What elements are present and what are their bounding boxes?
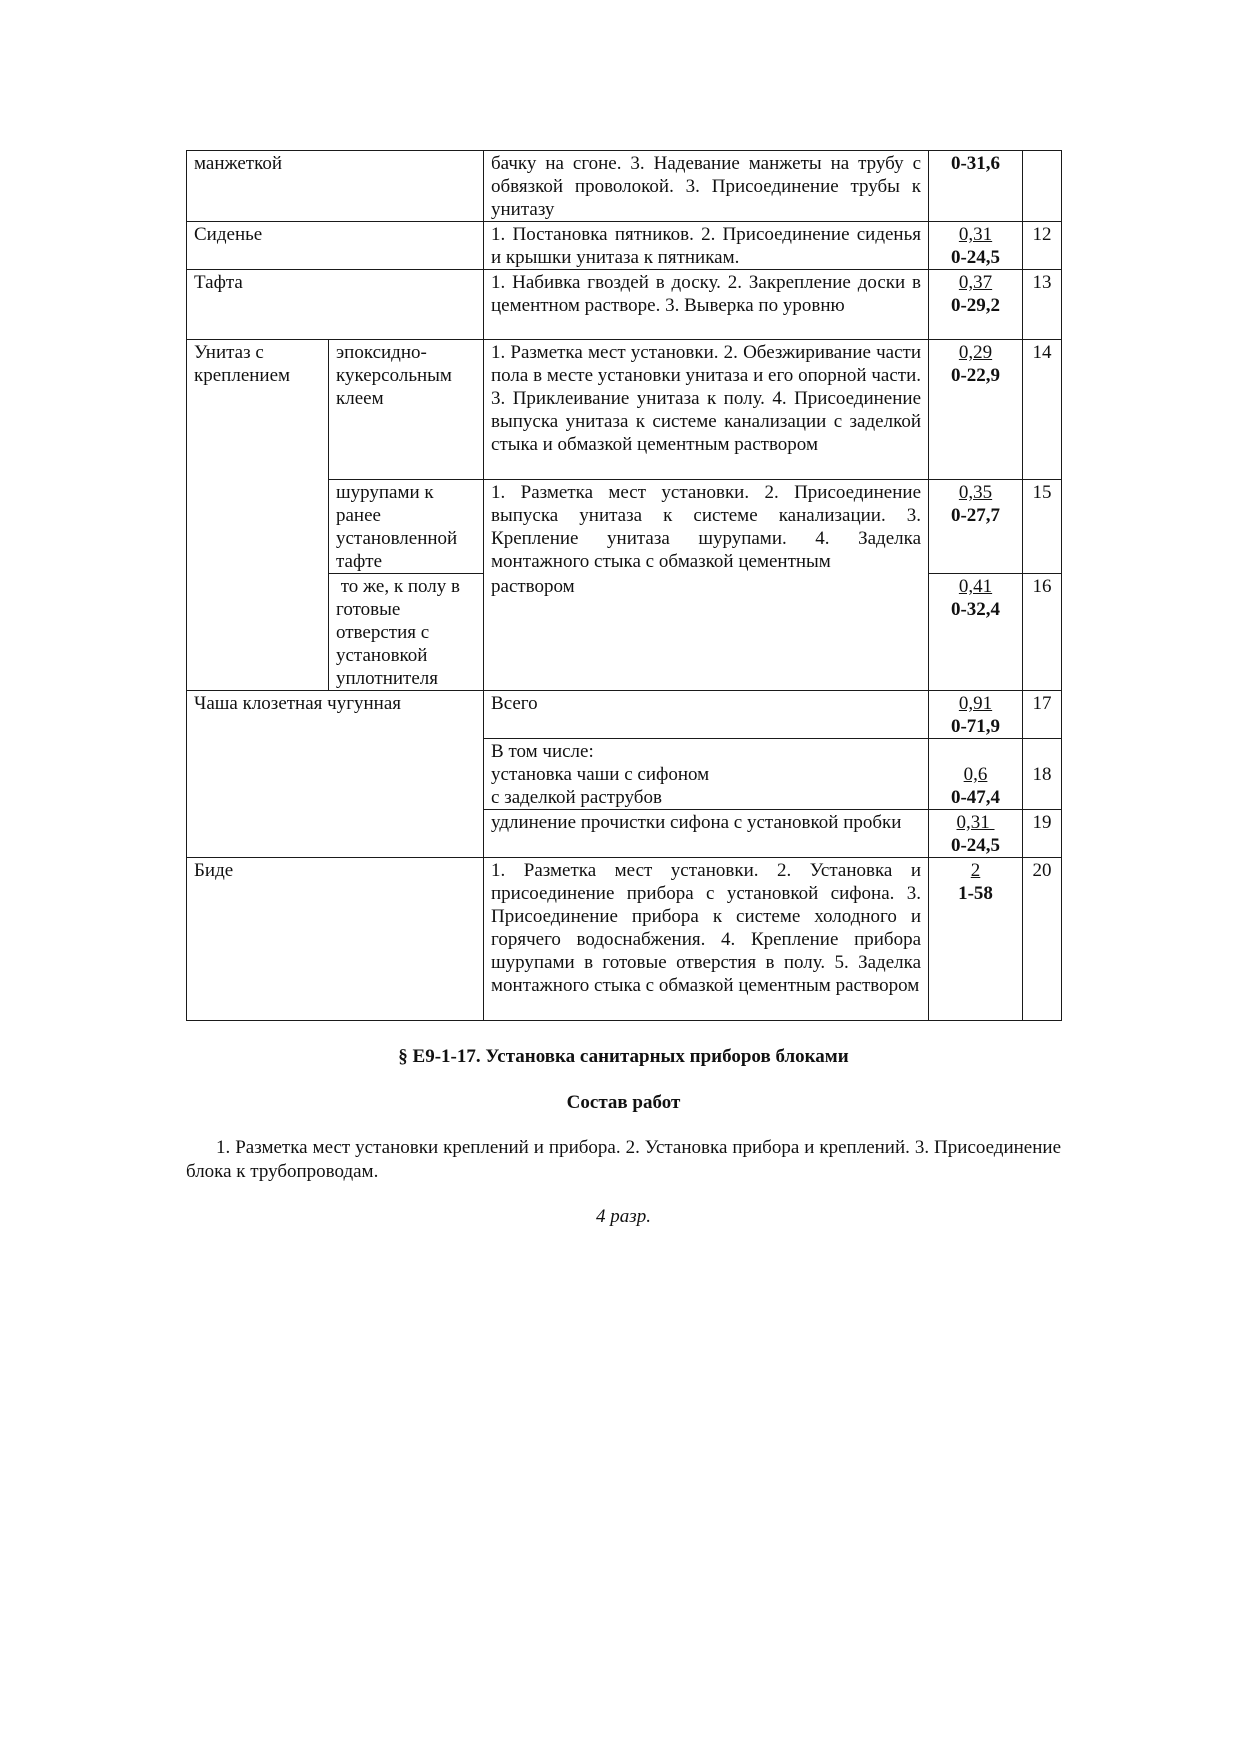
work-description-cell: удлинение прочистки сифона с установкой пробки [484,810,929,858]
work-description-cell: 1. Разметка мест установки. 2. Обезжиривание части пола в месте установки унитаза и его опорной части. 3. Приклеивание унитаза к полу. 4. Присоединение выпуска унитаза к системе канализации с заделкой стыка и обмазкой цементным раствором [484,340,929,480]
document-page [186,150,1061,1229]
time-norm-value: 0,37 [958,272,993,293]
work-description-cell [484,739,929,810]
price-value: 0-47,4 [950,787,1001,808]
rate-cell [929,858,1023,1021]
time-norm-value: 0,35 [958,482,993,503]
rate-cell [929,270,1023,340]
work-description-cell: 1. Постановка пятников. 2. Присоединение сиденья и крышки унитаза к пятникам. [484,222,929,270]
row-number-cell: 12 [1023,222,1062,270]
work-line: В том числе: [491,741,594,762]
item-subtype-cell: то же, к полу в готовые отверстия с установкой уплотнителя [329,574,484,691]
work-description-cell: бачку на сгоне. 3. Надевание манжеты на трубу с обвязкой проволокой. 3. Присоединение трубы к унитазу [484,151,929,222]
rate-cell [929,810,1023,858]
rate-cell [929,222,1023,270]
row-number-cell: 13 [1023,270,1062,340]
price-value: 0-71,9 [950,716,1001,737]
item-name-cell: манжеткой [187,151,484,222]
item-name-cell: Тафта [187,270,484,340]
row-number-cell: 15 [1023,480,1062,574]
item-name-cell: Сиденье [187,222,484,270]
time-norm-value: 0,41 [958,576,993,597]
price-value: 0-24,5 [950,247,1001,268]
table-row [187,691,1062,739]
row-number-cell: 16 [1023,574,1062,691]
table-row [187,340,1062,480]
work-composition-heading: Состав работ [566,1092,681,1113]
item-subtype-cell: шурупами к ранее установленной тафте [329,480,484,574]
row-number-cell: 18 [1023,739,1062,810]
rate-cell [929,151,1023,222]
work-line: установка чаши с сифоном [491,764,710,785]
price-value: 1-58 [958,883,993,904]
table-row [187,151,1062,222]
work-composition-text: 1. Разметка мест установки креплений и прибора. 2. Установка прибора и креплений. 3. Присоединение блока к трубопроводам. [186,1137,1061,1182]
row-number-cell [1023,151,1062,222]
time-norm-value: 0,91 [958,693,993,714]
item-name-cell: Унитаз с креплением [187,340,329,691]
time-norm-value: 0,6 [963,764,988,785]
price-value: 0-31,6 [950,153,1001,174]
work-description-cell: 1. Разметка мест установки. 2. Присоединение выпуска унитаза к системе канализации. 3. Крепление унитаза шурупами. 4. Заделка монтажного стыка с обмазкой цементным [484,480,929,574]
work-description-cell: Всего [484,691,929,739]
time-norm-value: 0,29 [958,342,993,363]
rate-cell [929,340,1023,480]
rate-cell [929,574,1023,691]
time-norm-value: 0,31 [956,812,995,833]
price-value: 0-27,7 [950,505,1001,526]
row-number-cell: 20 [1023,858,1062,1021]
norms-table [186,150,1062,1021]
price-value: 0-29,2 [950,295,1001,316]
item-name-cell: Чаша клозетная чугунная [187,691,484,858]
price-value: 0-24,5 [950,835,1001,856]
table-row [187,270,1062,340]
rate-cell [929,480,1023,574]
item-name-cell: Биде [187,858,484,1021]
row-number-cell: 14 [1023,340,1062,480]
section-title: § Е9-1-17. Установка санитарных приборов блоками [398,1046,849,1067]
price-value: 0-22,9 [950,365,1001,386]
table-row [187,222,1062,270]
work-description-cell: 1. Набивка гвоздей в доску. 2. Закрепление доски в цементном растворе. 3. Выверка по уровню [484,270,929,340]
row-number-cell: 17 [1023,691,1062,739]
work-description-cell: 1. Разметка мест установки. 2. Установка и присоединение прибора с установкой сифона. 3. Присоединение прибора к системе холодного и горячего водоснабжения. 4. Крепление прибора шурупами в готовые отверстия в полу. 5. Заделка монтажного стыка с обмазкой цементным раствором [484,858,929,1021]
rate-cell [929,739,1023,810]
work-description-cell: раствором [484,574,929,691]
rate-cell [929,691,1023,739]
work-line: с заделкой раструбов [491,787,662,808]
time-norm-value: 0,31 [958,224,993,245]
time-norm-value: 2 [970,860,981,881]
row-number-cell: 19 [1023,810,1062,858]
price-value: 0-32,4 [950,599,1001,620]
table-row [187,858,1062,1021]
worker-grade: 4 разр. [596,1206,651,1227]
item-subtype-cell: эпоксидно-кукерсольным клеем [329,340,484,480]
